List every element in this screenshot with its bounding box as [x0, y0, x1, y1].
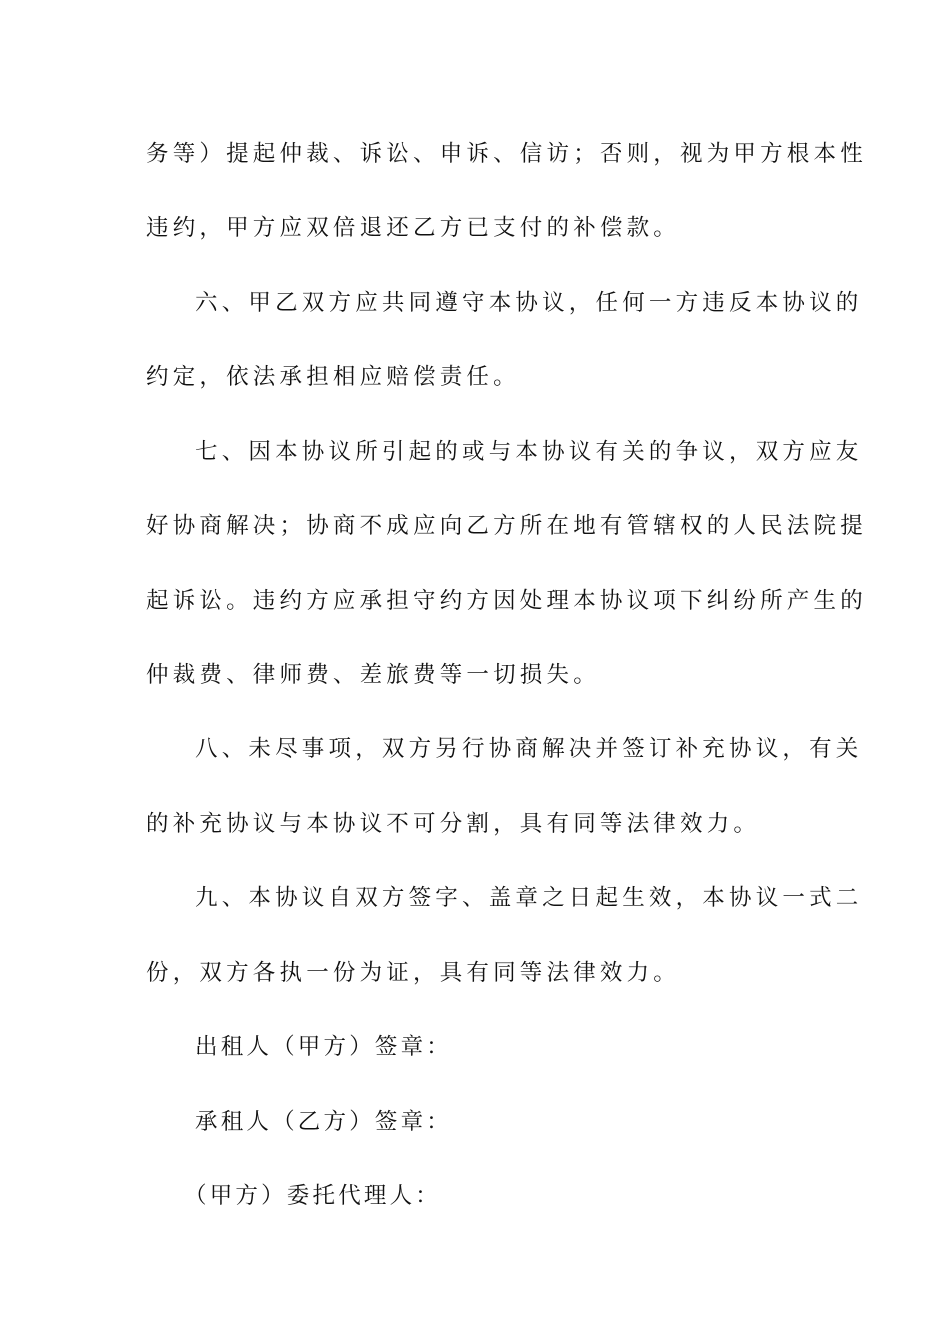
clause-9-line-2: 份，双方各执一份为证，具有同等法律效力。: [146, 960, 681, 986]
lessee-signature-label: 承租人（乙方）签章：: [195, 1109, 453, 1135]
clause-6-line-1: 六、甲乙双方应共同遵守本协议，任何一方违反本协议的: [195, 290, 863, 316]
clause-8-line-2: 的补充协议与本协议不可分割，具有同等法律效力。: [146, 811, 761, 837]
paragraph-5-line-3: 违约，甲方应双倍退还乙方已支付的补偿款。: [146, 215, 681, 241]
clause-7-line-1: 七、因本协议所引起的或与本协议有关的争议，双方应友: [195, 439, 863, 465]
clause-7-line-2: 好协商解决；协商不成应向乙方所在地有管辖权的人民法院提: [146, 513, 867, 539]
clause-8-line-1: 八、未尽事项，双方另行协商解决并签订补充协议，有关: [195, 736, 863, 762]
clause-6-line-2: 约定，依法承担相应赔偿责任。: [146, 364, 520, 390]
lessor-signature-label: 出租人（甲方）签章：: [195, 1034, 453, 1060]
clause-7-line-3: 起诉讼。违约方应承担守约方因处理本协议项下纠纷所产生的: [146, 588, 867, 614]
agent-signature-label: （甲方）委托代理人：: [184, 1183, 442, 1209]
clause-9-line-1: 九、本协议自双方签字、盖章之日起生效，本协议一式二: [195, 885, 863, 911]
clause-7-line-4: 仲裁费、律师费、差旅费等一切损失。: [146, 662, 600, 688]
paragraph-5-line-2: 务等）提起仲裁、诉讼、申诉、信访；否则，视为甲方根本性: [146, 141, 867, 167]
